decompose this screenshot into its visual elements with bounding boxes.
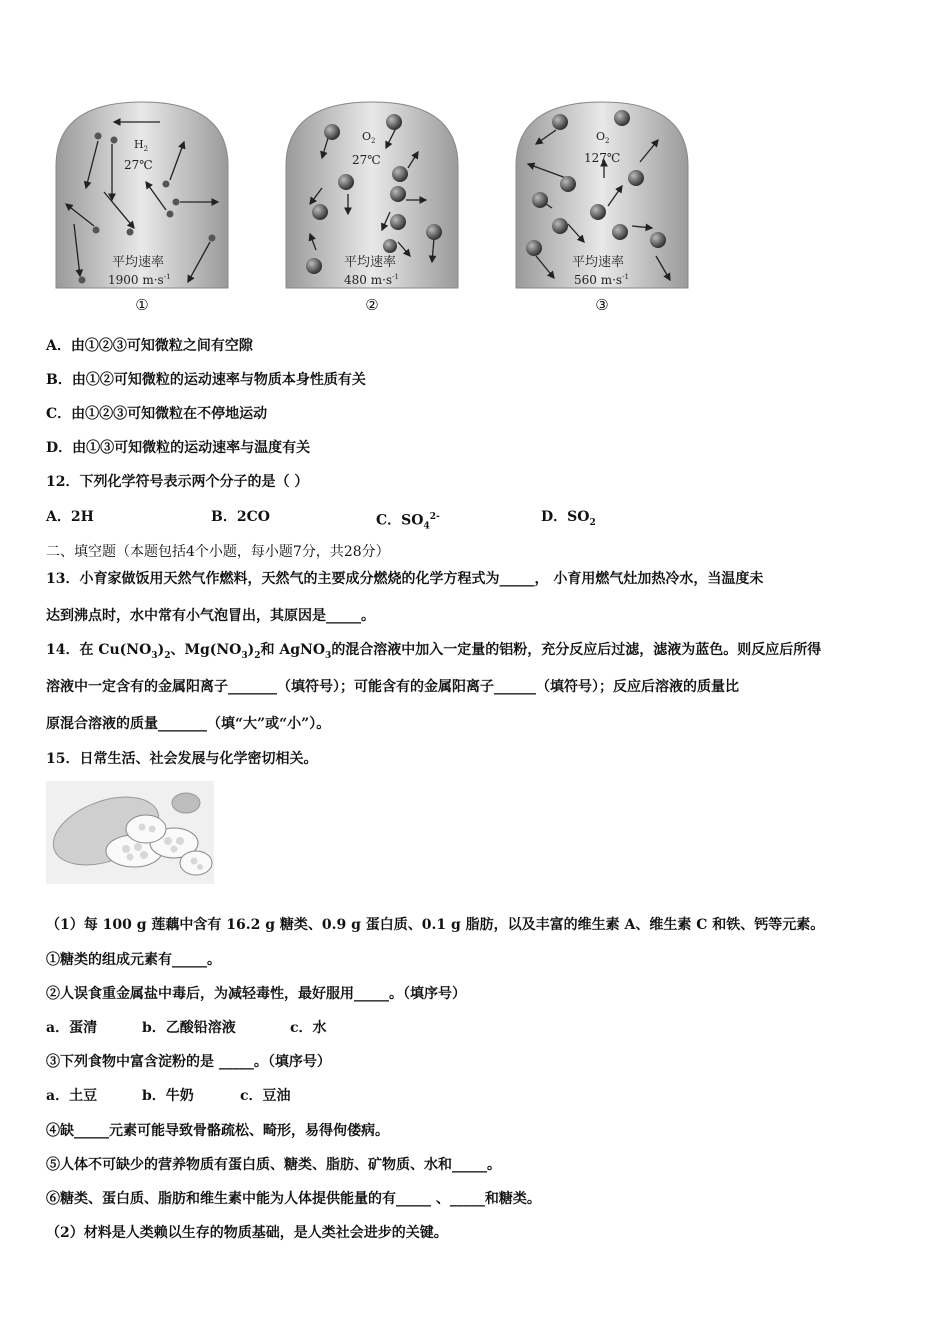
figure-label: ② — [365, 296, 379, 314]
speed-value: 1900 $m\cdot s^{-1}$ — [108, 273, 171, 287]
figure-h2-27c — [52, 96, 232, 321]
option-b: b．乙酸铅溶液 — [142, 1020, 236, 1036]
q11-option-b: B．由①②可知微粒的运动速率与物质本身性质有关 — [46, 372, 366, 388]
lotus-root-image — [46, 781, 214, 884]
q15-item-4: ④缺_____元素可能导致骨骼疏松、畸形，易得佝偻病。 — [46, 1123, 389, 1139]
gas-formula: $O_2$ — [362, 130, 376, 145]
q14-line-1: 14．在 $Cu(NO_3)_2$、$Mg(NO_3)_2$和 AgNO$_3$的混合溶液中加入一定量的铝粉，充分反应后过滤，滤液为蓝色。则反应后所得 — [46, 642, 822, 661]
q15-item-1: ①糖类的组成元素有_____。 — [46, 952, 221, 968]
gas-formula: $H_2$ — [134, 138, 149, 153]
temperature: 127℃ — [584, 151, 621, 165]
speed-value: 560 $m\cdot s^{-1}$ — [574, 273, 629, 287]
container-diagram-2 — [282, 96, 462, 291]
q15-part2: （2）材料是人类赖以生存的物质基础，是人类社会进步的关键。 — [46, 1225, 448, 1241]
temperature: 27℃ — [352, 153, 381, 167]
section-heading: 二、填空题（本题包括4个小题，每小题7分，共28分） — [46, 544, 390, 560]
q13-line-1: 13．小育家做饭用天然气作燃料，天然气的主要成分燃烧的化学方程式为_____， 小育用燃气灶加热冷水，当温度未 — [46, 571, 764, 587]
q14-line-3: 原混合溶液的质量_______（填“大”或“小”）。 — [46, 716, 331, 732]
q12-option-c: C．$SO_4^{2-}$ — [376, 512, 440, 532]
q12-option-d: D．$SO_2$ — [541, 509, 596, 528]
temperature: 27℃ — [124, 158, 153, 172]
figure-o2-127c — [512, 96, 692, 321]
q11-option-c: C．由①②③可知微粒在不停地运动 — [46, 406, 268, 422]
figure-o2-27c — [282, 96, 462, 321]
container-diagram-3 — [512, 96, 692, 291]
q15-part1: （1）每 100 g 莲藕中含有 16.2 g 糖类、0.9 g 蛋白质、0.1 g 脂肪，以及丰富的维生素 A、维生素 C 和铁、钙等元素。 — [46, 917, 825, 933]
q15-stem: 15．日常生活、社会发展与化学密切相关。 — [46, 751, 318, 767]
q15-item-3: ③下列食物中富含淀粉的是 _____。（填序号） — [46, 1054, 331, 1070]
q11-option-a: A．由①②③可知微粒之间有空隙 — [46, 338, 253, 354]
q12-option-a: A．2H — [46, 509, 94, 525]
speed-label: 平均速率 — [572, 255, 625, 270]
option-a: a．蛋清 — [46, 1020, 98, 1036]
q13-line-2: 达到沸点时，水中常有小气泡冒出，其原因是_____。 — [46, 608, 375, 624]
option-c: c．水 — [290, 1020, 327, 1036]
gas-formula: $O_2$ — [596, 130, 610, 145]
speed-label: 平均速率 — [344, 255, 397, 270]
q14-line-2: 溶液中一定含有的金属阳离子_______（填符号）；可能含有的金属阳离子______（填符号）；反应后溶液的质量比 — [46, 679, 739, 695]
option-b: b．牛奶 — [142, 1088, 194, 1104]
q15-item-2: ②人误食重金属盐中毒后，为减轻毒性，最好服用_____。（填序号） — [46, 986, 466, 1002]
q12-stem: 12．下列化学符号表示两个分子的是（ ） — [46, 474, 309, 490]
container-diagram-1 — [52, 96, 232, 291]
speed-label: 平均速率 — [112, 255, 165, 270]
figure-label: ③ — [595, 296, 609, 314]
q11-option-d: D．由①③可知微粒的运动速率与温度有关 — [46, 440, 311, 456]
option-a: a．土豆 — [46, 1088, 98, 1104]
figure-label: ① — [135, 296, 149, 314]
gas-speed-figures — [52, 96, 692, 321]
speed-value: 480 $m\cdot s^{-1}$ — [344, 273, 399, 287]
q15-item-5: ⑤人体不可缺少的营养物质有蛋白质、糖类、脂肪、矿物质、水和_____。 — [46, 1157, 501, 1173]
option-c: c．豆油 — [240, 1088, 291, 1104]
q12-option-b: B．2CO — [211, 509, 270, 525]
q15-item-6: ⑥糖类、蛋白质、脂肪和维生素中能为人体提供能量的有_____ 、_____和糖类。 — [46, 1191, 541, 1207]
